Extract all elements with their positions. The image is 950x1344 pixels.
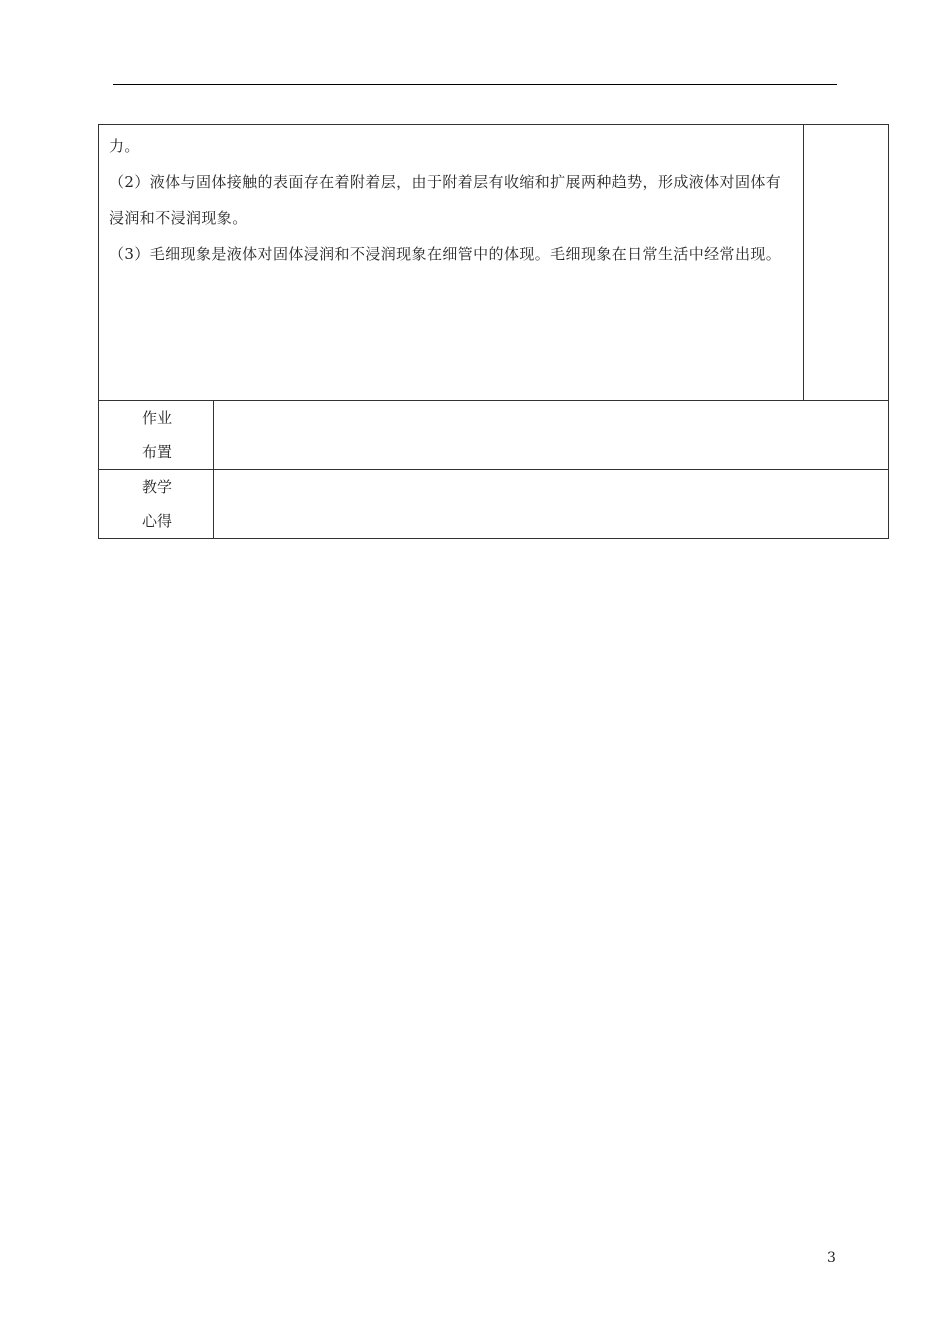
paragraph-continuation: 力。 [109, 137, 140, 155]
content-row [99, 125, 889, 401]
homework-label-line2: 布置 [141, 443, 172, 461]
main-content-cell [99, 125, 804, 401]
reflection-label-line2: 心得 [141, 512, 172, 530]
homework-row [99, 401, 889, 470]
homework-label-cell [99, 401, 214, 470]
reflection-content-cell [214, 470, 889, 539]
header-rule [113, 84, 837, 85]
side-notes-cell [804, 125, 889, 401]
paragraph-point-2: （2）液体与固体接触的表面存在着附着层，由于附着层有收缩和扩展两种趋势，形成液体对固体有浸润和不浸润现象。 [109, 173, 782, 227]
reflection-label-cell [99, 470, 214, 539]
page-number: 3 [827, 1250, 836, 1266]
main-text [99, 125, 803, 272]
lesson-table [98, 124, 889, 539]
homework-label-line1: 作业 [141, 409, 172, 427]
reflection-row [99, 470, 889, 539]
homework-content-cell [214, 401, 889, 470]
reflection-label-line1: 教学 [141, 478, 172, 496]
paragraph-point-3: （3）毛细现象是液体对固体浸润和不浸润现象在细管中的体现。毛细现象在日常生活中经常出现。 [109, 245, 782, 263]
